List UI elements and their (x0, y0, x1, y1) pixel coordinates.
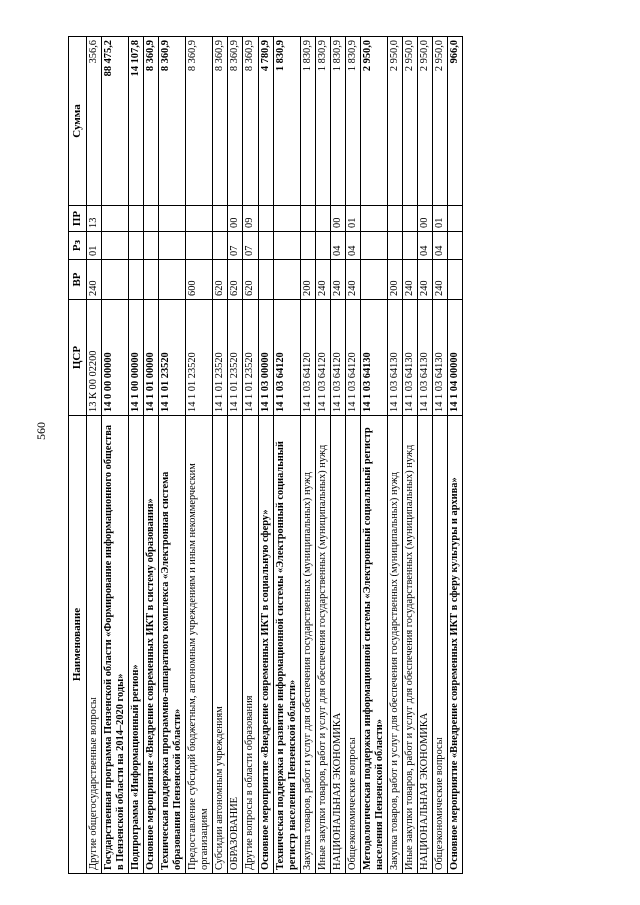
row-pr: 00 (330, 206, 345, 232)
row-rz (159, 232, 186, 260)
row-csr: 14 1 03 64120 (273, 300, 300, 416)
header-sum: Сумма (69, 37, 87, 206)
row-csr: 13 К 00 02200 (86, 300, 101, 416)
row-csr: 14 1 03 64130 (433, 300, 448, 416)
header-csr: ЦСР (69, 300, 87, 416)
row-pr (273, 206, 300, 232)
row-sum: 8 360,9 (213, 37, 228, 206)
row-vr: 620 (228, 260, 243, 300)
table-row (315, 37, 330, 874)
row-sum: 2 950,0 (433, 37, 448, 206)
row-pr (300, 206, 315, 232)
row-pr (128, 206, 143, 232)
row-sum: 8 360,9 (186, 37, 213, 206)
row-name: Другие общегосударственные вопросы (86, 416, 101, 874)
row-sum: 1 830,9 (330, 37, 345, 206)
row-csr: 14 1 03 64130 (418, 300, 433, 416)
row-sum: 8 360,9 (243, 37, 258, 206)
row-csr: 14 1 03 64130 (388, 300, 403, 416)
row-name: ОБРАЗОВАНИЕ (228, 416, 243, 874)
row-vr (159, 260, 186, 300)
row-name: Основное мероприятие «Внедрение современных ИКТ в систему образования» (144, 416, 159, 874)
row-rz: 04 (345, 232, 360, 260)
table-row (243, 37, 258, 874)
row-csr: 14 1 01 23520 (186, 300, 213, 416)
table-row (186, 37, 213, 874)
row-pr (258, 206, 273, 232)
row-pr: 13 (86, 206, 101, 232)
row-csr: 14 1 03 64130 (403, 300, 418, 416)
row-rz (213, 232, 228, 260)
row-csr: 14 1 03 64130 (360, 300, 387, 416)
table-header-row (69, 37, 87, 874)
row-name: Основное мероприятие «Внедрение современных ИКТ в социальную сферу» (258, 416, 273, 874)
row-name: Подпрограмма «Информационный регион» (128, 416, 143, 874)
row-rz: 01 (86, 232, 101, 260)
table-row (128, 37, 143, 874)
table-row (403, 37, 418, 874)
table-row (433, 37, 448, 874)
row-pr (315, 206, 330, 232)
row-pr: 01 (345, 206, 360, 232)
row-pr (360, 206, 387, 232)
row-sum: 2 950,0 (360, 37, 387, 206)
table-row (228, 37, 243, 874)
row-rz: 04 (433, 232, 448, 260)
row-vr: 240 (433, 260, 448, 300)
header-pr: ПР (69, 206, 87, 232)
row-pr: 09 (243, 206, 258, 232)
row-vr: 620 (213, 260, 228, 300)
row-vr: 240 (403, 260, 418, 300)
table-row (360, 37, 387, 874)
row-csr: 14 1 01 00000 (144, 300, 159, 416)
page-number: 560 (34, 422, 48, 440)
table-row (159, 37, 186, 874)
row-name: НАЦИОНАЛЬНАЯ ЭКОНОМИКА (418, 416, 433, 874)
table-row (388, 37, 403, 874)
row-vr: 240 (330, 260, 345, 300)
row-csr: 14 1 01 23520 (228, 300, 243, 416)
row-sum: 356,6 (86, 37, 101, 206)
row-name: Техническая поддержка и развитие информационной системы «Электронный социальный регистр населения Пензенской области» (273, 416, 300, 874)
row-vr: 240 (86, 260, 101, 300)
row-sum: 1 830,9 (300, 37, 315, 206)
row-pr (388, 206, 403, 232)
row-name: Иные закупки товаров, работ и услуг для обеспечения государственных (муниципальных) нужд (403, 416, 418, 874)
row-sum: 1 830,9 (315, 37, 330, 206)
row-pr: 00 (228, 206, 243, 232)
row-sum: 4 780,9 (258, 37, 273, 206)
table-row (418, 37, 433, 874)
row-vr: 240 (345, 260, 360, 300)
row-pr (101, 206, 128, 232)
row-pr (213, 206, 228, 232)
row-vr (144, 260, 159, 300)
row-csr: 14 1 01 23520 (243, 300, 258, 416)
row-name: Основное мероприятие «Внедрение современных ИКТ в сферу культуры и архива» (448, 416, 463, 874)
row-vr (101, 260, 128, 300)
row-vr: 240 (418, 260, 433, 300)
row-pr (159, 206, 186, 232)
row-sum: 8 360,9 (228, 37, 243, 206)
row-rz (448, 232, 463, 260)
row-rz (258, 232, 273, 260)
row-rz (388, 232, 403, 260)
row-pr (186, 206, 213, 232)
row-sum: 8 360,9 (144, 37, 159, 206)
row-rz (300, 232, 315, 260)
row-name: Методологическая поддержка информационной системы «Электронный социальный регистр населения Пензенской области» (360, 416, 387, 874)
row-vr (128, 260, 143, 300)
header-vr: ВР (69, 260, 87, 300)
row-name: Общеэкономические вопросы (345, 416, 360, 874)
table-row (144, 37, 159, 874)
row-rz: 04 (418, 232, 433, 260)
row-pr (448, 206, 463, 232)
row-name: Другие вопросы в области образования (243, 416, 258, 874)
table-body (86, 37, 463, 874)
row-pr (144, 206, 159, 232)
header-rz: Рз (69, 232, 87, 260)
table-row (300, 37, 315, 874)
row-rz (403, 232, 418, 260)
row-vr: 600 (186, 260, 213, 300)
row-pr: 00 (418, 206, 433, 232)
row-vr: 620 (243, 260, 258, 300)
row-rz (144, 232, 159, 260)
row-csr: 14 1 03 64120 (345, 300, 360, 416)
budget-table (68, 36, 463, 874)
row-sum: 88 475,2 (101, 37, 128, 206)
row-vr (448, 260, 463, 300)
row-vr (273, 260, 300, 300)
table-row (345, 37, 360, 874)
row-csr: 14 1 03 64120 (315, 300, 330, 416)
row-csr: 14 1 01 23520 (159, 300, 186, 416)
row-vr: 200 (388, 260, 403, 300)
row-pr: 01 (433, 206, 448, 232)
row-name: Субсидии автономным учреждениям (213, 416, 228, 874)
table-row (330, 37, 345, 874)
row-csr: 14 1 03 64120 (330, 300, 345, 416)
row-rz (360, 232, 387, 260)
row-vr (360, 260, 387, 300)
row-rz: 07 (243, 232, 258, 260)
table-row (448, 37, 463, 874)
row-csr: 14 1 00 00000 (128, 300, 143, 416)
row-name: Техническая поддержка программно-аппаратного комплекса «Электронная система образования Пензенской области» (159, 416, 186, 874)
row-vr: 240 (315, 260, 330, 300)
table-row (273, 37, 300, 874)
row-vr (258, 260, 273, 300)
row-sum: 2 950,0 (388, 37, 403, 206)
header-name: Наименование (69, 416, 87, 874)
row-name: Государственная программа Пензенской области «Формирование информационного общества в Пензенской области на 2014–2020 годы» (101, 416, 128, 874)
row-csr: 14 1 03 00000 (258, 300, 273, 416)
row-csr: 14 1 04 00000 (448, 300, 463, 416)
row-sum: 14 107,8 (128, 37, 143, 206)
row-rz: 04 (330, 232, 345, 260)
row-rz (128, 232, 143, 260)
row-name: Иные закупки товаров, работ и услуг для обеспечения государственных (муниципальных) нужд (315, 416, 330, 874)
row-name: Общеэкономические вопросы (433, 416, 448, 874)
row-sum: 1 830,9 (273, 37, 300, 206)
table-row (101, 37, 128, 874)
table-row (258, 37, 273, 874)
row-sum: 1 830,9 (345, 37, 360, 206)
row-pr (403, 206, 418, 232)
row-sum: 2 950,0 (418, 37, 433, 206)
row-name: Предоставление субсидий бюджетным, автономным учреждениям и иным некоммерческим организациям (186, 416, 213, 874)
table-row (213, 37, 228, 874)
row-vr: 200 (300, 260, 315, 300)
row-rz: 07 (228, 232, 243, 260)
row-csr: 14 0 00 00000 (101, 300, 128, 416)
row-csr: 14 1 03 64120 (300, 300, 315, 416)
row-rz (186, 232, 213, 260)
row-sum: 8 360,9 (159, 37, 186, 206)
row-name: Закупка товаров, работ и услуг для обеспечения государственных (муниципальных) нужд (388, 416, 403, 874)
row-sum: 2 950,0 (403, 37, 418, 206)
row-sum: 966,0 (448, 37, 463, 206)
row-rz (273, 232, 300, 260)
rotated-table-wrapper (68, 37, 463, 874)
row-name: Закупка товаров, работ и услуг для обеспечения государственных (муниципальных) нужд (300, 416, 315, 874)
row-rz (315, 232, 330, 260)
row-rz (101, 232, 128, 260)
table-row (86, 37, 101, 874)
row-name: НАЦИОНАЛЬНАЯ ЭКОНОМИКА (330, 416, 345, 874)
row-csr: 14 1 01 23520 (213, 300, 228, 416)
